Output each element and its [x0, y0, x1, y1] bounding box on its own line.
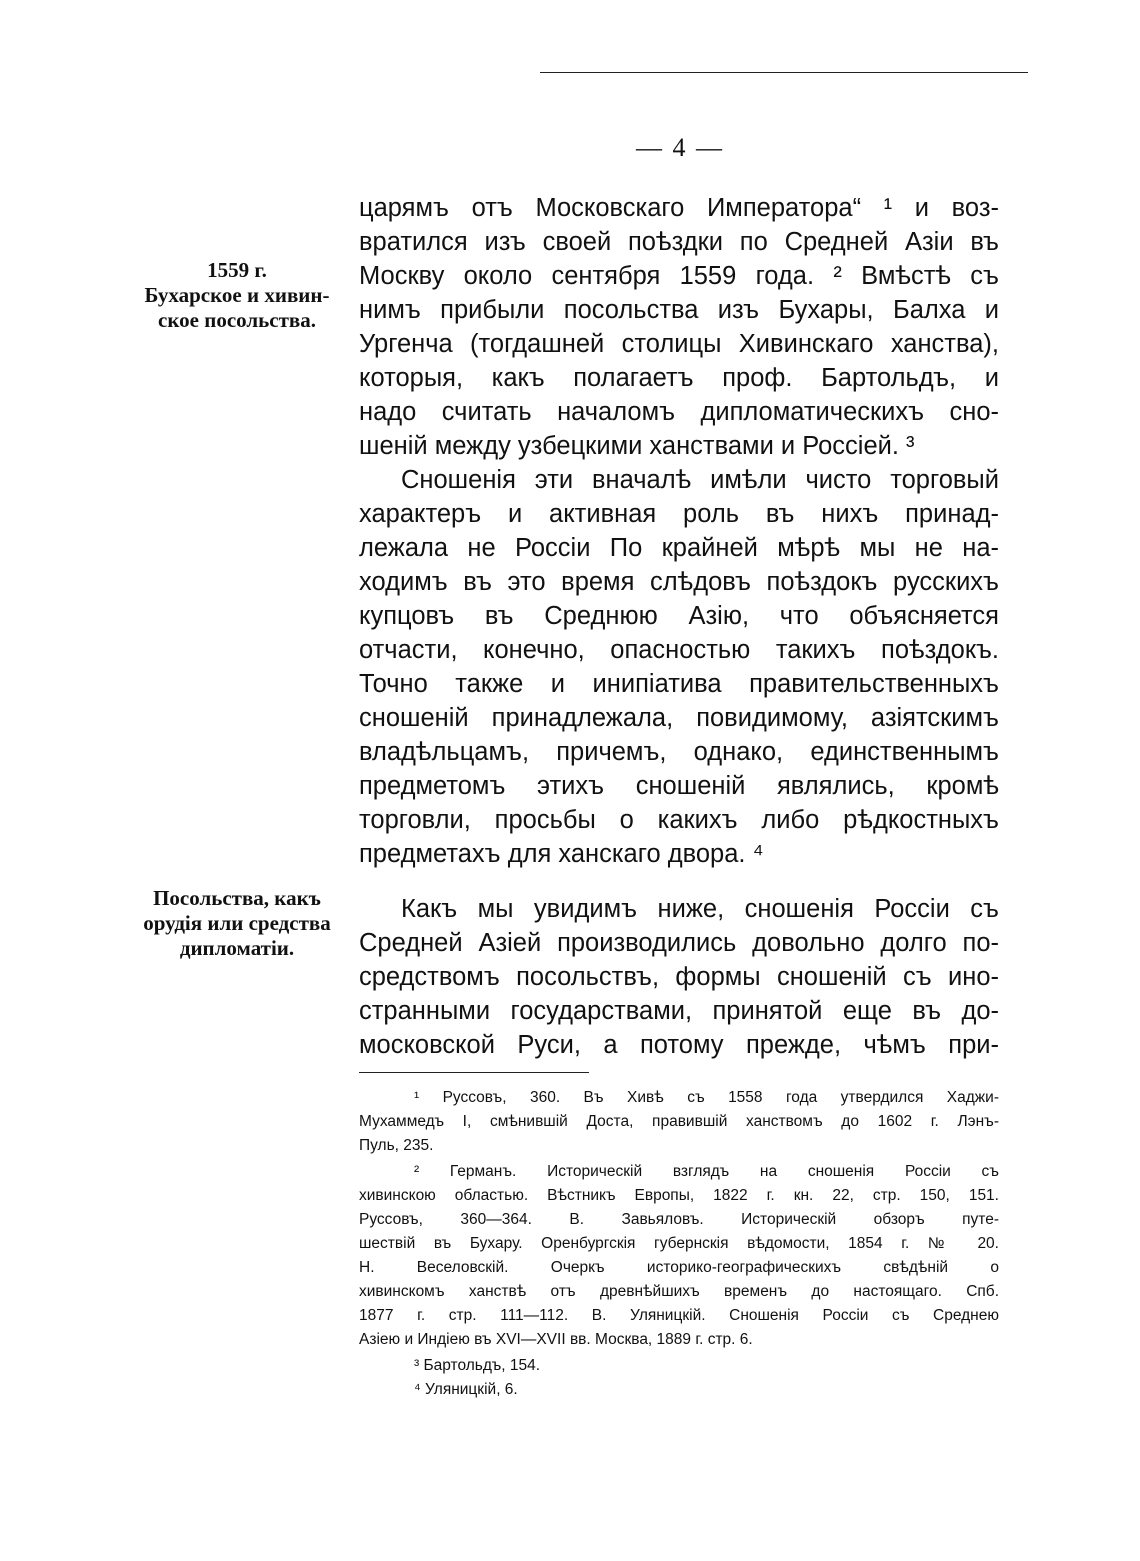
footnote-line: Пуль, 235.: [359, 1137, 434, 1154]
body-line: Ургенча (тогдашней столицы Хивинскаго ханства),: [359, 330, 999, 358]
footnote-line: Руссовъ, 360—364. В. Завьяловъ. Историческій обзоръ путе-: [359, 1211, 999, 1228]
body-line: странными государствами, принятой еще въ до-: [359, 997, 999, 1025]
body-line: Сношенія эти вначалѣ имѣли чисто торговый: [401, 466, 999, 494]
body-line: нимъ прибыли посольства изъ Бухары, Балха и: [359, 296, 999, 324]
body-line: царямъ отъ Московскаго Императора“ ¹ и воз-: [359, 194, 999, 222]
footnote-line: хивинскою областью. Вѣстникъ Европы, 1822 г. кн. 22, стр. 150, 151.: [359, 1187, 999, 1204]
body-line: средствомъ посольствъ, формы сношеній съ ино-: [359, 963, 999, 991]
top-rule: [540, 72, 1028, 73]
margin-note-line: Посольства, какъ: [153, 886, 321, 910]
footnote-line: Н. Веселовскій. Очеркъ историко-географическихъ свѣдѣній о: [359, 1259, 999, 1276]
page-number: — 4 —: [636, 133, 724, 162]
body-line: которыя, какъ полагаетъ проф. Бартольдъ, и: [359, 364, 999, 392]
body-line: отчасти, конечно, опасностью такихъ поѣздокъ.: [359, 636, 999, 664]
footnote-line: хивинскомъ ханствѣ отъ древнѣйшихъ временъ до настоящаго. Спб.: [359, 1283, 999, 1300]
margin-note-line: орудія или средства: [143, 911, 331, 935]
body-line: вратился изъ своей поѣздки по Средней Азіи въ: [359, 228, 999, 256]
margin-note-1559: [124, 258, 350, 333]
body-line: надо считать началомъ дипломатическихъ сно-: [359, 398, 999, 426]
footnote-line: ² Германъ. Историческій взглядъ на сношенія Россіи съ: [414, 1163, 999, 1180]
footnote-line: ¹ Руссовъ, 360. Въ Хивѣ съ 1558 года утвердился Хаджи-: [414, 1089, 999, 1106]
margin-note-embassies: [124, 886, 350, 961]
body-line: шеній между узбецкими ханствами и Россіей. ³: [359, 432, 915, 460]
body-line: лежала не Россіи По крайней мѣрѣ мы не на-: [359, 534, 999, 562]
margin-note-line: Бухарское и хивин-: [144, 283, 330, 307]
margin-note-line: ское посольства.: [158, 308, 316, 332]
body-line: Какъ мы увидимъ ниже, сношенія Россіи съ: [401, 895, 999, 923]
footnote-line: шествій въ Бухару. Оренбургскія губернскія вѣдомости, 1854 г. № 20.: [359, 1235, 999, 1252]
body-line: владѣльцамъ, причемъ, однако, единственнымъ: [359, 738, 999, 766]
footnote-line: 1877 г. стр. 111—112. В. Уляницкій. Сношенія Россіи съ Среднею: [359, 1307, 999, 1324]
body-line: сношеній принадлежала, повидимому, азіятскимъ: [359, 704, 999, 732]
footnote-line: Азіею и Индіею въ XVI—XVII вв. Москва, 1889 г. стр. 6.: [359, 1331, 753, 1348]
margin-note-line: 1559 г.: [207, 258, 267, 282]
body-line: ходимъ въ это время слѣдовъ поѣздокъ русскихъ: [359, 568, 999, 596]
footnote-line: ³ Бартольдъ, 154.: [414, 1357, 541, 1374]
body-line: предметахъ для ханскаго двора. ⁴: [359, 840, 764, 868]
body-line: московской Руси, а потому прежде, чѣмъ при-: [359, 1031, 999, 1059]
footnote-line: ⁴ Уляницкій, 6.: [414, 1381, 518, 1398]
body-line: предметомъ этихъ сношеній являлись, кромѣ: [359, 772, 999, 800]
footnote-rule: [359, 1072, 589, 1073]
footnote-line: Мухаммедъ I, смѣнившій Доста, правившій ханствомъ до 1602 г. Лэнъ-: [359, 1113, 999, 1130]
body-line: Точно также и инипіатива правительственныхъ: [359, 670, 999, 698]
body-line: купцовъ въ Среднюю Азію, что объясняется: [359, 602, 999, 630]
body-line: Москву около сентября 1559 года. ² Вмѣстѣ съ: [359, 262, 999, 290]
body-line: Средней Азіей производились довольно долго по-: [359, 929, 999, 957]
body-line: характеръ и активная роль въ нихъ принад-: [359, 500, 999, 528]
margin-note-line: дипломатіи.: [179, 936, 295, 960]
body-line: торговли, просьбы о какихъ либо рѣдкостныхъ: [359, 806, 999, 834]
